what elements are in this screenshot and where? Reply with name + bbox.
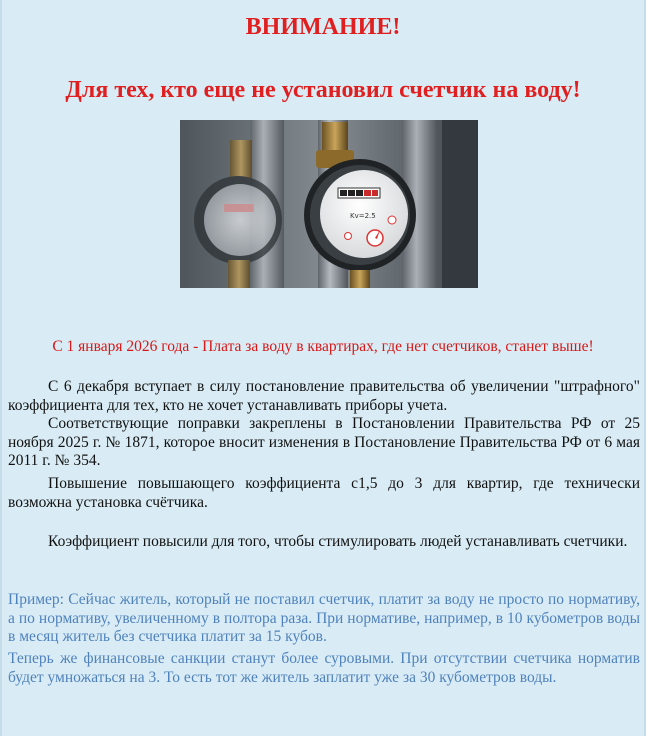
page-subtitle: Для тех, кто еще не установил счетчик на воду!: [65, 77, 581, 103]
example-paragraph: Пример: Сейчас житель, который не поставил счетчик, платит за воду не просто по нормативу, а по нормативу, увеличенному в полтора раза. При нормативе, например, в 10 кубометров воды в месяц житель без счетчика платит за 15 кубов.: [8, 591, 640, 646]
paragraph-reason: Коэффициент повысили для того, чтобы стимулировать людей устанавливать счетчики.: [48, 533, 628, 550]
paragraph-decree: С 6 декабря вступает в силу постановление правительства об увеличении "штрафного" коэффициента для тех, кто не хочет устанавливать приборы учета.: [8, 378, 640, 414]
water-meter-icon: [180, 120, 478, 288]
paragraph-coefficient: Повышение повышающего коэффициента с1,5 до 3 для квартир, где технически возможна установка счётчика.: [8, 475, 640, 511]
water-meter-photo: [180, 120, 478, 288]
example-consequence: Теперь же финансовые санкции станут более суровыми. При отсутствии счетчика норматив будет умножаться на 3. То есть тот же житель заплатит уже за 30 кубометров воды.: [8, 650, 640, 686]
svg-text:Kv=2.5: Kv=2.5: [350, 212, 376, 220]
paragraph-amendments: Соответствующие поправки закреплены в Постановлении Правительства РФ от 25 ноября 2025 г. № 1871, которое вносит изменения в Постановление Правительства РФ от 6 мая 2011 г. № 354.: [8, 415, 640, 470]
page-title: ВНИМАНИЕ!: [245, 14, 401, 40]
announcement: С 1 января 2026 года - Плата за воду в квартирах, где нет счетчиков, станет выше!: [52, 338, 594, 355]
